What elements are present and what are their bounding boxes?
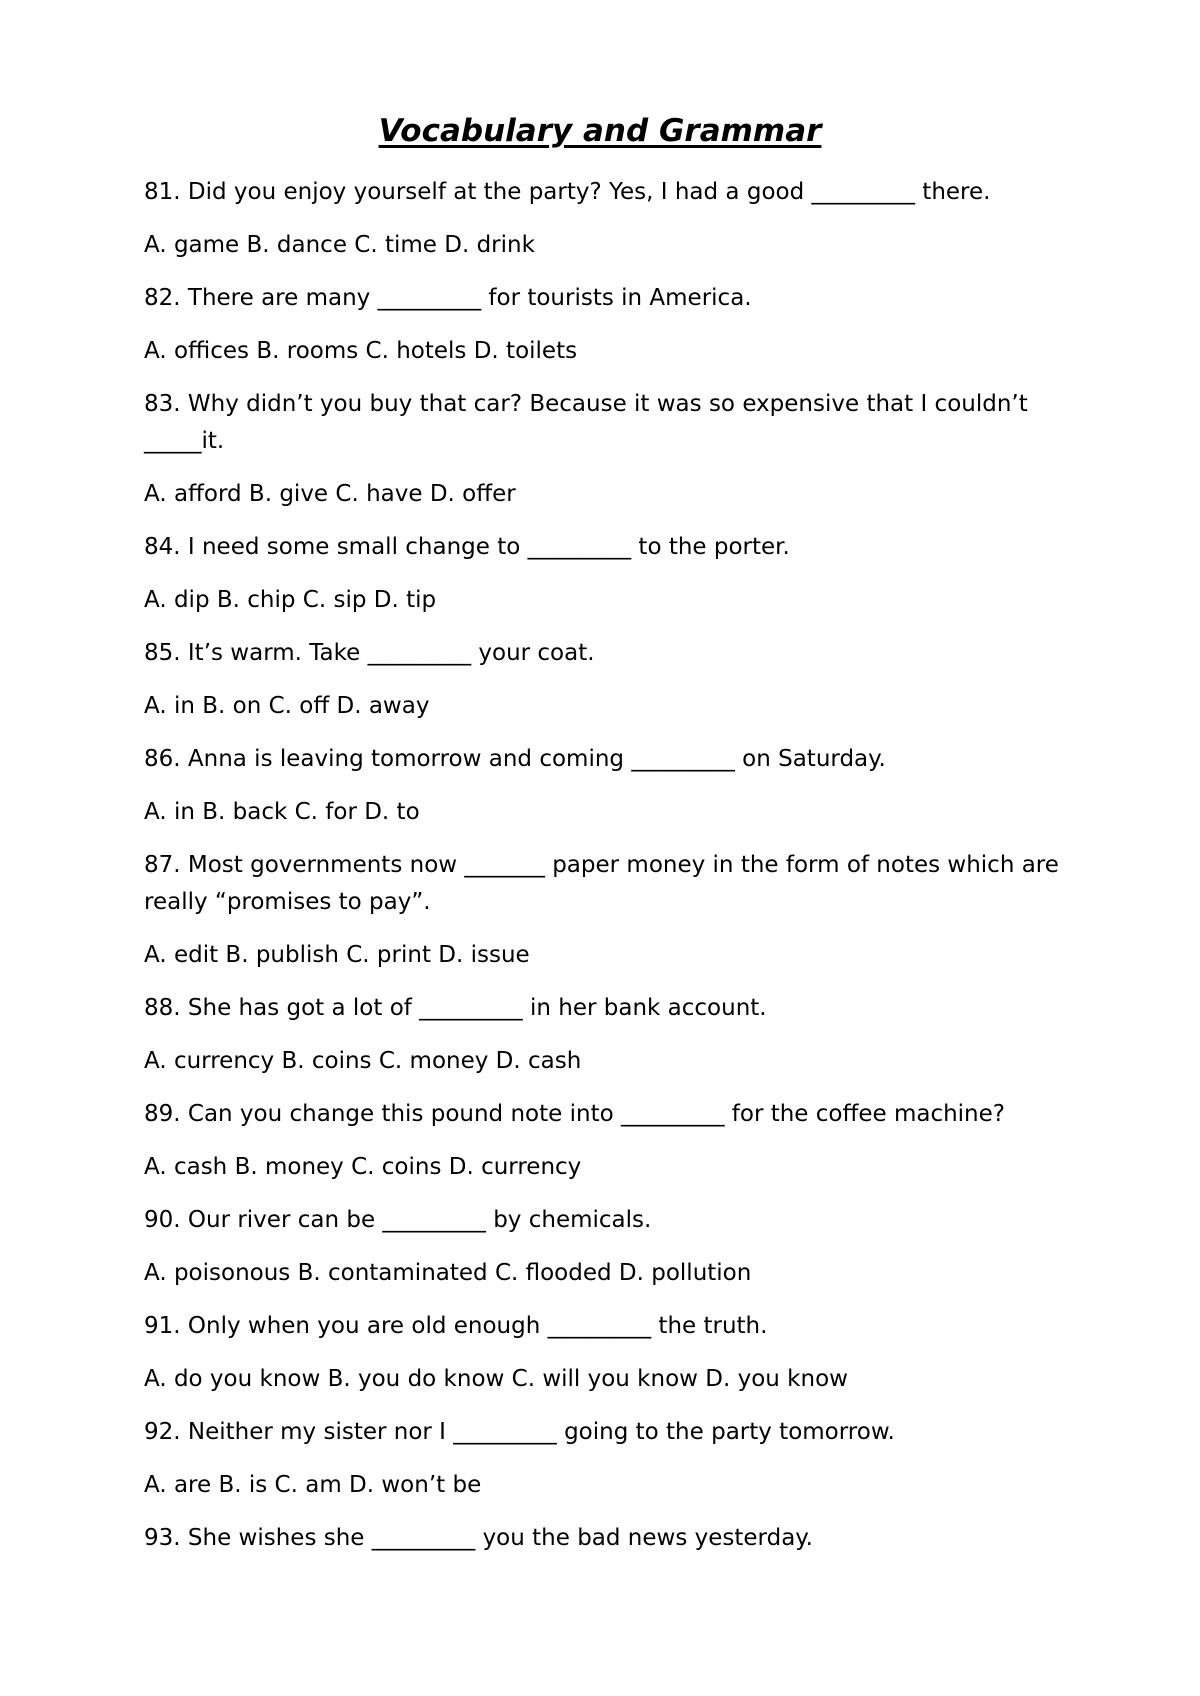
options-92: A. are B. is C. am D. won’t be (144, 1472, 482, 1498)
question-82: 82. There are many _________ for tourists in America. (144, 285, 752, 311)
options-89: A. cash B. money C. coins D. currency (144, 1154, 582, 1180)
options-90: A. poisonous B. contaminated C. flooded D. pollution (144, 1260, 752, 1286)
options-91: A. do you know B. you do know C. will you know D. you know (144, 1366, 848, 1392)
question-83: 83. Why didn’t you buy that car? Because it was so expensive that I couldn’t _____it. (144, 391, 1028, 454)
options-81: A. game B. dance C. time D. drink (144, 232, 535, 258)
question-81: 81. Did you enjoy yourself at the party? Yes, I had a good _________ there. (144, 179, 991, 205)
question-90: 90. Our river can be _________ by chemicals. (144, 1207, 652, 1233)
question-list (144, 174, 1104, 1573)
options-83: A. afford B. give C. have D. offer (144, 481, 516, 507)
question-93: 93. She wishes she _________ you the bad news yesterday. (144, 1525, 813, 1551)
question-91: 91. Only when you are old enough _________ the truth. (144, 1313, 768, 1339)
options-82: A. offices B. rooms C. hotels D. toilets (144, 338, 578, 364)
page-title: Vocabulary and Grammar (378, 113, 822, 149)
question-87: 87. Most governments now _______ paper money in the form of notes which are really “promises to pay”. (144, 852, 1059, 915)
options-84: A. dip B. chip C. sip D. tip (144, 587, 437, 613)
options-85: A. in B. on C. off D. away (144, 693, 430, 719)
options-86: A. in B. back C. for D. to (144, 799, 420, 825)
options-87: A. edit B. publish C. print D. issue (144, 942, 530, 968)
question-85: 85. It’s warm. Take _________ your coat. (144, 640, 595, 666)
question-88: 88. She has got a lot of _________ in her bank account. (144, 995, 767, 1021)
question-86: 86. Anna is leaving tomorrow and coming _________ on Saturday. (144, 746, 886, 772)
question-84: 84. I need some small change to _________ to the porter. (144, 534, 790, 560)
question-89: 89. Can you change this pound note into _________ for the coffee machine? (144, 1101, 1005, 1127)
question-92: 92. Neither my sister nor I _________ going to the party tomorrow. (144, 1419, 895, 1445)
options-88: A. currency B. coins C. money D. cash (144, 1048, 582, 1074)
